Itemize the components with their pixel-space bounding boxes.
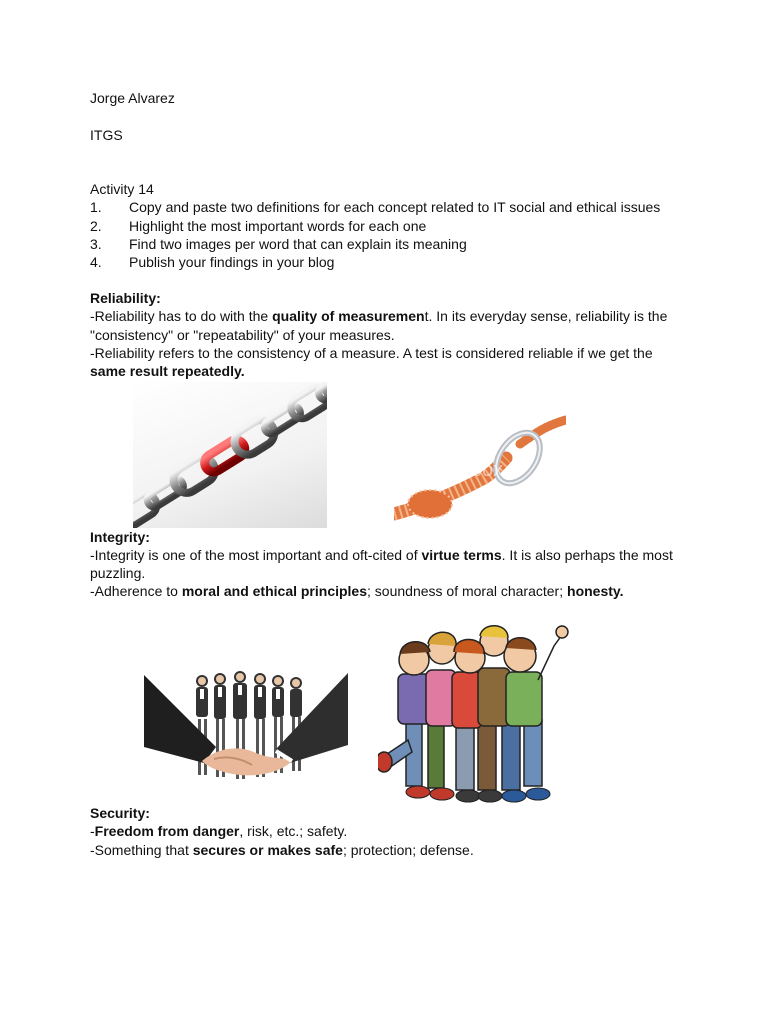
text: . It is also perhaps the most — [501, 547, 673, 563]
highlight: moral and ethical principles — [181, 583, 368, 599]
highlight: Freedom from danger — [94, 823, 240, 839]
rope-carabiner-image — [394, 414, 566, 527]
integrity-definition-1 — [90, 546, 673, 564]
reliability-definition-2: -Reliability refers to the consistency of a measure. A test is considered reliable if we get the — [90, 345, 653, 361]
cartoon-group-hug-image — [378, 620, 572, 806]
text: , risk, etc.; safety. — [239, 823, 348, 839]
integrity-definition-2 — [90, 582, 624, 600]
reliability-definition-2-highlight: same result repeatedly. — [90, 363, 245, 379]
list-item: Find two images per word that can explain its meaning — [129, 236, 467, 252]
text: ; soundness of moral character; — [367, 583, 568, 599]
highlight: virtue terms — [421, 547, 502, 563]
list-item: Publish your findings in your blog — [129, 254, 335, 270]
handshake-business-image — [144, 667, 348, 804]
text: - — [90, 823, 95, 839]
chain-links-image — [133, 382, 327, 528]
list-item-number: 1. — [90, 199, 102, 215]
text: t. In its everyday sense, reliability is the — [424, 308, 668, 324]
image-watermark: Colourbox — [412, 459, 504, 481]
highlight: quality of measuremen — [272, 308, 425, 324]
reliability-definition-1-cont: "consistency" or "repeatability" of your measures. — [90, 327, 395, 343]
reliability-heading: Reliability: — [90, 290, 161, 306]
security-definition-1 — [90, 822, 347, 840]
reliability-definition-1 — [90, 307, 667, 325]
text: -Reliability has to do with the — [90, 308, 273, 324]
integrity-definition-1-cont: puzzling. — [90, 565, 146, 581]
highlight: honesty. — [567, 583, 624, 599]
text: -Something that — [90, 842, 193, 858]
text: -Adherence to — [90, 583, 182, 599]
text: ; protection; defense. — [342, 842, 474, 858]
highlight: secures or makes safe — [192, 842, 343, 858]
list-item-number: 3. — [90, 236, 102, 252]
text: -Integrity is one of the most important and oft-cited of — [90, 547, 422, 563]
course-name: ITGS — [90, 127, 123, 143]
list-item: Copy and paste two definitions for each concept related to IT social and ethical issues — [129, 199, 661, 215]
activity-title: Activity 14 — [90, 181, 154, 197]
list-item-number: 4. — [90, 254, 102, 270]
author-name: Jorge Alvarez — [90, 90, 175, 106]
list-item: Highlight the most important words for each one — [129, 218, 427, 234]
list-item-number: 2. — [90, 218, 102, 234]
integrity-heading: Integrity: — [90, 529, 150, 545]
security-heading: Security: — [90, 805, 150, 821]
security-definition-2 — [90, 841, 474, 859]
